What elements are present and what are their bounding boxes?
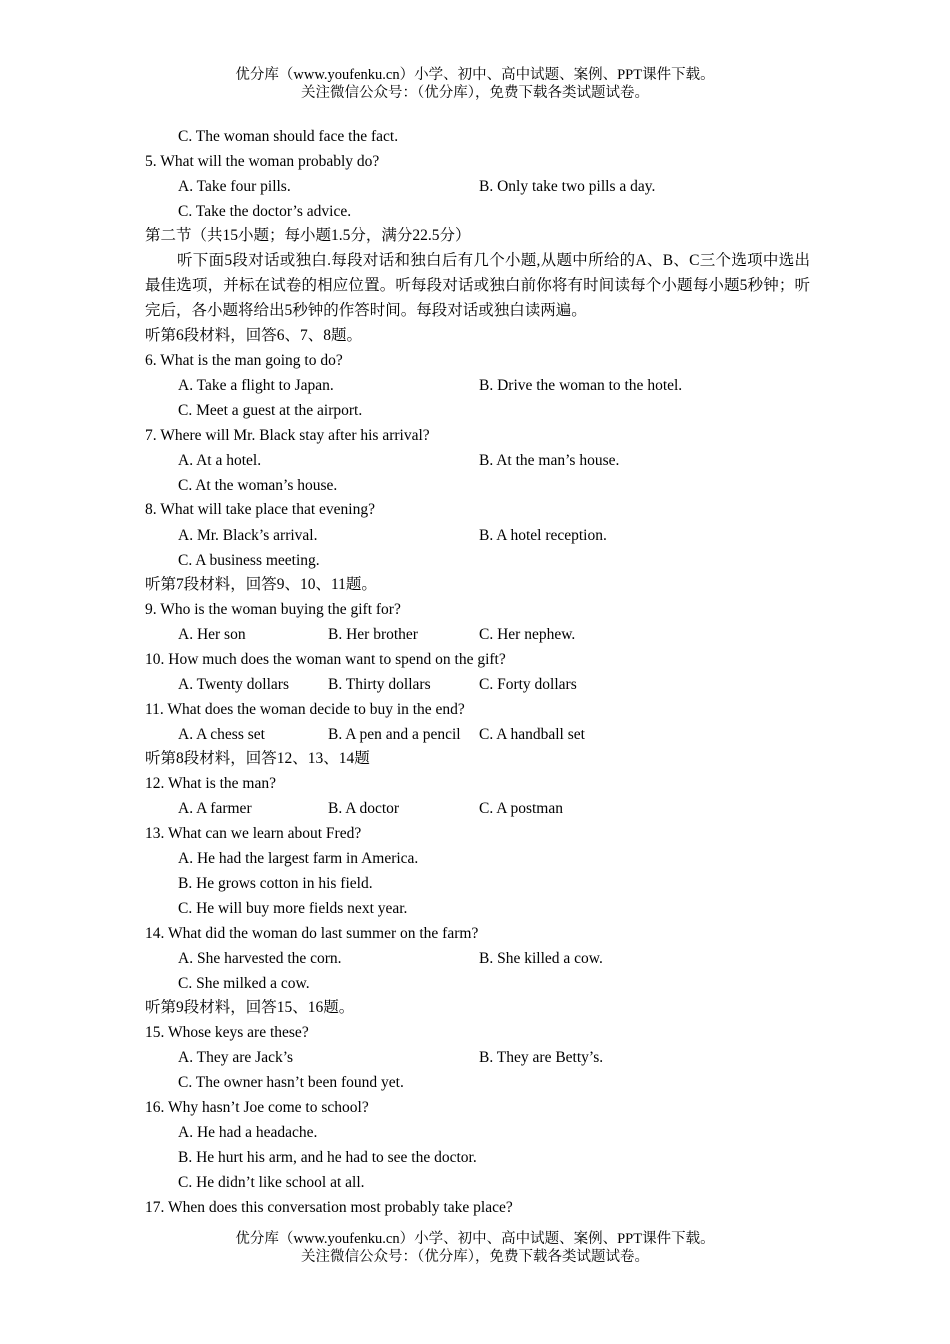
q13-option-a: A. He had the largest farm in America. <box>178 850 419 867</box>
q15-option-b: B. They are Betty’s. <box>479 1049 604 1066</box>
q15-option-c: C. The owner hasn’t been found yet. <box>178 1074 404 1091</box>
q5-option-c: C. Take the doctor’s advice. <box>178 203 352 220</box>
q4-option-c: C. The woman should face the fact. <box>178 128 399 145</box>
q10-option-b: B. Thirty dollars <box>328 676 431 693</box>
q12-option-a: A. A farmer <box>178 800 252 817</box>
q9-stem: 9. Who is the woman buying the gift for? <box>145 601 401 618</box>
q9-option-c: C. Her nephew. <box>479 626 576 643</box>
q16-stem: 16. Why hasn’t Joe come to school? <box>145 1099 369 1116</box>
q14-stem: 14. What did the woman do last summer on the farm? <box>145 925 479 942</box>
material-6-heading: 听第6段材料，回答6、7、8题。 <box>145 327 363 344</box>
q12-option-c: C. A postman <box>479 800 563 817</box>
section-title: 第二节（共15小题；每小题1.5分，满分22.5分） <box>145 227 471 244</box>
q13-option-c: C. He will buy more fields next year. <box>178 900 408 917</box>
q12-option-b: B. A doctor <box>328 800 400 817</box>
q8-option-a: A. Mr. Black’s arrival. <box>178 527 318 544</box>
q16-option-a: A. He had a headache. <box>178 1124 318 1141</box>
q8-option-b: B. A hotel reception. <box>479 527 607 544</box>
material-7-heading: 听第7段材料，回答9、10、11题。 <box>145 576 377 593</box>
q16-option-c: C. He didn’t like school at all. <box>178 1174 365 1191</box>
q5-stem: 5. What will the woman probably do? <box>145 153 380 170</box>
q12-stem: 12. What is the man? <box>145 775 277 792</box>
q9-option-a: A. Her son <box>178 626 246 643</box>
q17-stem: 17. When does this conversation most probably take place? <box>145 1199 513 1216</box>
q16-option-b: B. He hurt his arm, and he had to see the doctor. <box>178 1149 477 1166</box>
q6-option-b: B. Drive the woman to the hotel. <box>479 377 683 394</box>
q10-option-a: A. Twenty dollars <box>178 676 289 693</box>
q11-option-c: C. A handball set <box>479 726 585 743</box>
footer-line-2: 关注微信公众号：（优分库），免费下载各类试题试卷。 <box>301 1249 649 1265</box>
q15-stem: 15. Whose keys are these? <box>145 1024 309 1041</box>
material-9-heading: 听第9段材料，回答15、16题。 <box>145 999 355 1016</box>
q5-option-b: B. Only take two pills a day. <box>479 178 656 195</box>
q7-option-a: A. At a hotel. <box>178 452 262 469</box>
q8-stem: 8. What will take place that evening? <box>145 501 375 518</box>
q9-option-b: B. Her brother <box>328 626 418 643</box>
q14-option-c: C. She milked a cow. <box>178 975 310 992</box>
q5-option-a: A. Take four pills. <box>178 178 291 195</box>
q11-stem: 11. What does the woman decide to buy in the end? <box>145 701 465 718</box>
footer-line-1: 优分库（www.youfenku.cn）小学、初中、高中试题、案例、PPT课件下载。 <box>235 1231 715 1247</box>
q10-stem: 10. How much does the woman want to spend on the gift? <box>145 651 506 668</box>
material-8-heading: 听第8段材料，回答12、13、14题 <box>145 750 370 767</box>
q6-option-c: C. Meet a guest at the airport. <box>178 402 363 419</box>
q6-option-a: A. Take a flight to Japan. <box>178 377 334 394</box>
q15-option-a: A. They are Jack’s <box>178 1049 294 1066</box>
q8-option-c: C. A business meeting. <box>178 552 320 569</box>
q14-option-a: A. She harvested the corn. <box>178 950 342 967</box>
q10-option-c: C. Forty dollars <box>479 676 577 693</box>
section-instructions: 听下面5段对话或独白.每段对话和独白后有几个小题,从题中所给的A、B、C三个选项中选出最佳选项，并标在试卷的相应位置。听每段对话或独白前你将有时间读每个小题每小题5秒钟；听完后，各小题将给出5秒钟的作答时间。每段对话或独白读两遍。 <box>145 252 810 319</box>
q7-stem: 7. Where will Mr. Black stay after his arrival? <box>145 427 430 444</box>
header-line-2: 关注微信公众号：（优分库），免费下载各类试题试卷。 <box>301 85 649 101</box>
q14-option-b: B. She killed a cow. <box>479 950 603 967</box>
q7-option-b: B. At the man’s house. <box>479 452 620 469</box>
q11-option-b: B. A pen and a pencil <box>328 726 461 743</box>
q6-stem: 6. What is the man going to do? <box>145 352 343 369</box>
q7-option-c: C. At the woman’s house. <box>178 477 338 494</box>
q11-option-a: A. A chess set <box>178 726 265 743</box>
q13-option-b: B. He grows cotton in his field. <box>178 875 373 892</box>
q13-stem: 13. What can we learn about Fred? <box>145 825 362 842</box>
header-line-1: 优分库（www.youfenku.cn）小学、初中、高中试题、案例、PPT课件下载。 <box>235 67 715 83</box>
